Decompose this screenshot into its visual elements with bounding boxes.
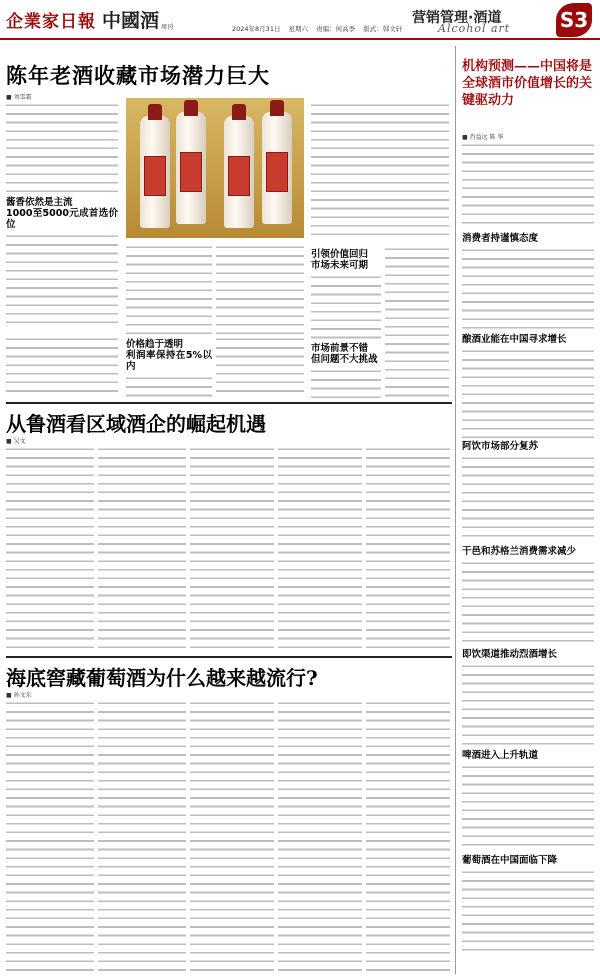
article1-body-col1b	[6, 336, 118, 398]
article1-byline: ■ 刘雪霜	[6, 94, 32, 101]
bottle-image	[224, 116, 254, 228]
sidebar-byline: ■ 肖益远 陈 华	[462, 134, 504, 141]
article3-body-col4	[278, 700, 362, 972]
section-title: 营销管理·酒道	[412, 10, 502, 26]
article2-byline: ■ 吴文	[6, 438, 26, 445]
issue-editor: 责编：何高季	[316, 25, 356, 33]
sidebar-subhead-2: 酿酒业能在中国寻求增长	[462, 334, 567, 345]
article1-body-col4	[311, 102, 449, 242]
sidebar-subhead-7: 葡萄酒在中国面临下降	[462, 855, 558, 866]
article2-body-col4	[278, 446, 362, 652]
article3-title: 海底窖藏葡萄酒为什么越来越流行?	[6, 666, 318, 690]
article1-body-col2b	[126, 336, 212, 398]
article3-body-col5	[366, 700, 450, 972]
baijiu-bottles-photo	[126, 98, 304, 238]
column-divider	[455, 46, 456, 974]
bottle-image	[140, 116, 170, 228]
article1-subhead-2: 价格趋于透明 利润率保持在5%以内	[126, 339, 212, 372]
article2-body-col5	[366, 446, 450, 652]
brand-name: 企業家日報	[6, 11, 96, 32]
page-badge: S3	[556, 3, 592, 37]
issue-date: 2024年8月31日	[232, 25, 281, 33]
article1-body-col1	[6, 102, 118, 330]
article1-body-col3b	[216, 336, 304, 398]
sidebar-subhead-6: 啤酒进入上升轨道	[462, 750, 539, 761]
article3-body-col3	[190, 700, 274, 972]
article3-byline: ■ 孙文东	[6, 692, 32, 699]
issue-design: 版式：韩文轩	[363, 25, 403, 33]
bottle-image	[262, 112, 292, 224]
sidebar-subhead-3: 阿饮市场部分复苏	[462, 441, 539, 452]
article3-body-col1	[6, 700, 94, 972]
sidebar-title: 机构预测——中国将是全球酒市价值增长的关键驱动力	[462, 59, 593, 108]
brand-sub: 中國酒	[102, 9, 160, 32]
masthead	[0, 0, 600, 40]
divider	[6, 656, 452, 658]
article1-body-col2	[126, 244, 212, 334]
section-subtitle: Alcohol art	[438, 22, 511, 35]
sidebar-subhead-5: 即饮渠道推动烈酒增长	[462, 649, 558, 660]
article1-title: 陈年老酒收藏市场潜力巨大	[6, 63, 270, 88]
sidebar-body	[462, 142, 594, 974]
sidebar-subhead-4: 干邑和苏格兰消费需求减少	[462, 546, 577, 557]
article2-body-col2	[98, 446, 186, 652]
article1-body-col3	[216, 244, 304, 334]
article3-body-col2	[98, 700, 186, 972]
article1-body-col6	[385, 246, 449, 398]
article1-body-col5	[311, 246, 381, 398]
article1-subhead-3: 引领价值回归 市场未来可期	[311, 249, 369, 271]
bottle-image	[176, 112, 206, 224]
article2-title: 从鲁酒看区域酒企的崛起机遇	[6, 412, 266, 436]
issue-weekday: 星期六	[288, 25, 309, 33]
article1-subhead-4: 市场前景不错 但问题不大挑战	[311, 343, 378, 365]
divider	[6, 402, 452, 404]
article2-body-col3	[190, 446, 274, 652]
issue-meta	[232, 24, 408, 33]
article2-body-col1	[6, 446, 94, 652]
brand-weekly: 周刊	[161, 23, 174, 31]
newspaper-logo	[6, 4, 173, 34]
article1-subhead-1: 酱香依然是主流 1000至5000元成首选价位	[6, 197, 118, 230]
sidebar-subhead-1: 消费者持谨慎态度	[462, 233, 539, 244]
